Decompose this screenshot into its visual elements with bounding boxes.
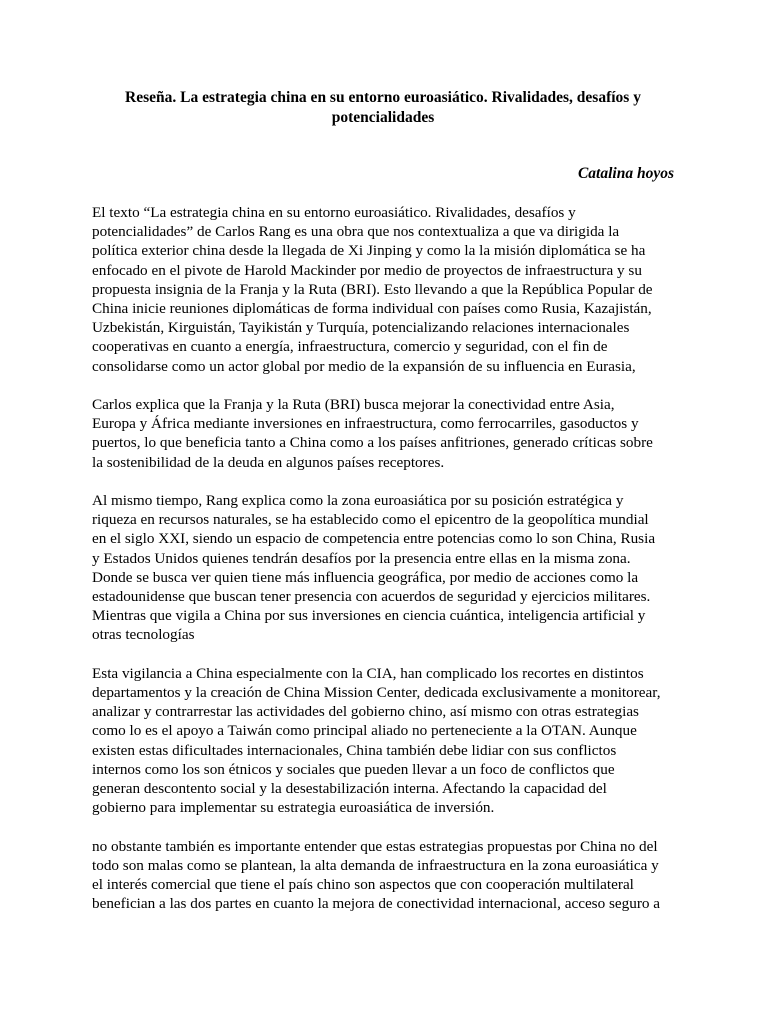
text-line: estadounidense que buscan tener presencia con acuerdos de seguridad y ejercicios militares. xyxy=(92,588,651,606)
text-line: puertos, lo que beneficia tanto a China como a los países anfitriones, generado críticas sobre xyxy=(92,434,653,452)
title-line: Reseña. La estrategia china en su entorno euroasiático. Rivalidades, desafíos y xyxy=(125,89,641,106)
text-line: Esta vigilancia a China especialmente con la CIA, han complicado los recortes en distintos xyxy=(92,664,644,682)
paragraph-3 xyxy=(92,491,682,645)
text-line: potencialidades” de Carlos Rang es una obra que nos contextualiza a que va dirigida la xyxy=(92,223,620,241)
text-line: China inicie reuniones diplomáticas de forma individual con países como Rusia, Kazajistán, xyxy=(92,300,652,318)
text-line: riqueza en recursos naturales, se ha establecido como el epicentro de la geopolítica mundial xyxy=(92,511,649,529)
text-line: analizar y contrarrestar las actividades del gobierno chino, así mismo con otras estrategias xyxy=(92,703,639,721)
text-line: otras tecnologías xyxy=(92,626,195,644)
text-line: benefician a las dos partes en cuanto la mejora de conectividad internacional, acceso seguro a xyxy=(92,895,661,913)
paragraph-1 xyxy=(92,203,682,376)
title-line: potencialidades xyxy=(331,108,435,126)
text-line: consolidarse como un actor global por medio de la expansión de su influencia en Eurasia, xyxy=(92,357,636,375)
text-line: no obstante también es importante entender que estas estrategias propuestas por China no del xyxy=(92,837,658,855)
text-line: Mientras que vigila a China por sus inversiones en ciencia cuántica, inteligencia artificial y xyxy=(92,607,646,625)
text-line: Al mismo tiempo, Rang explica como la zona euroasiática por su posición estratégica y xyxy=(92,492,624,510)
text-line: internos como los son étnicos y sociales que pueden llevar a un foco de conflictos que xyxy=(92,760,615,778)
text-line: la sostenibilidad de la deuda en algunos países receptores. xyxy=(92,453,445,471)
document-title xyxy=(92,88,674,127)
text-line: departamentos y la creación de China Mission Center, dedicada exclusivamente a monitorear, xyxy=(92,684,661,702)
text-line: y Estados Unidos quienes tendrán desafíos por la presencia entre ellas en la misma zona. xyxy=(92,549,631,567)
text-line: Europa y África mediante inversiones en infraestructura, como ferrocarriles, gasoductos y xyxy=(92,415,639,433)
text-line: Donde se busca ver quien tiene más influencia geográfica, por medio de acciones como la xyxy=(92,568,639,586)
document-body xyxy=(92,203,682,933)
text-line: política exterior china desde la llegada de Xi Jinping y como la la misión diplomática se ha xyxy=(92,242,646,260)
author-name: Catalina hoyos xyxy=(577,165,674,182)
text-line: existen estas dificultades internacionales, China también debe lidiar con sus conflictos xyxy=(92,741,617,759)
text-line: propuesta insignia de la Franja y la Ruta (BRI). Esto llevando a que la República Popular de xyxy=(92,280,653,298)
text-line: en el siglo XXI, siendo un espacio de competencia entre potencias como lo son China, Rusia xyxy=(92,530,656,548)
paragraph-2 xyxy=(92,395,682,472)
text-line: gobierno para implementar su estrategia euroasiática de inversión. xyxy=(92,799,495,817)
text-line: Uzbekistán, Kirguistán, Tayikistán y Turquía, potencializando relaciones internacionales xyxy=(92,319,630,337)
text-line: enfocado en el pivote de Harold Mackinder por medio de proyectos de infraestructura y su xyxy=(92,261,642,279)
paragraph-4 xyxy=(92,664,682,818)
text-line: El texto “La estrategia china en su entorno euroasiático. Rivalidades, desafíos y xyxy=(92,204,576,221)
text-line: generan descontento social y la desestabilización interna. Afectando la capacidad del xyxy=(92,780,607,798)
text-line: Carlos explica que la Franja y la Ruta (BRI) busca mejorar la conectividad entre Asia, xyxy=(92,396,615,414)
text-line: el interés comercial que tiene el país chino son aspectos que con cooperación multilateral xyxy=(92,876,634,894)
paragraph-5 xyxy=(92,837,682,914)
text-line: como lo es el apoyo a Taiwán como principal aliado no perteneciente a la OTAN. Aunque xyxy=(92,722,637,740)
text-line: todo son malas como se plantean, la alta demanda de infraestructura en la zona euroasiática y xyxy=(92,856,659,874)
text-line: cooperativas en cuanto a energía, infraestructura, comercio y seguridad, con el fin de xyxy=(92,338,608,356)
